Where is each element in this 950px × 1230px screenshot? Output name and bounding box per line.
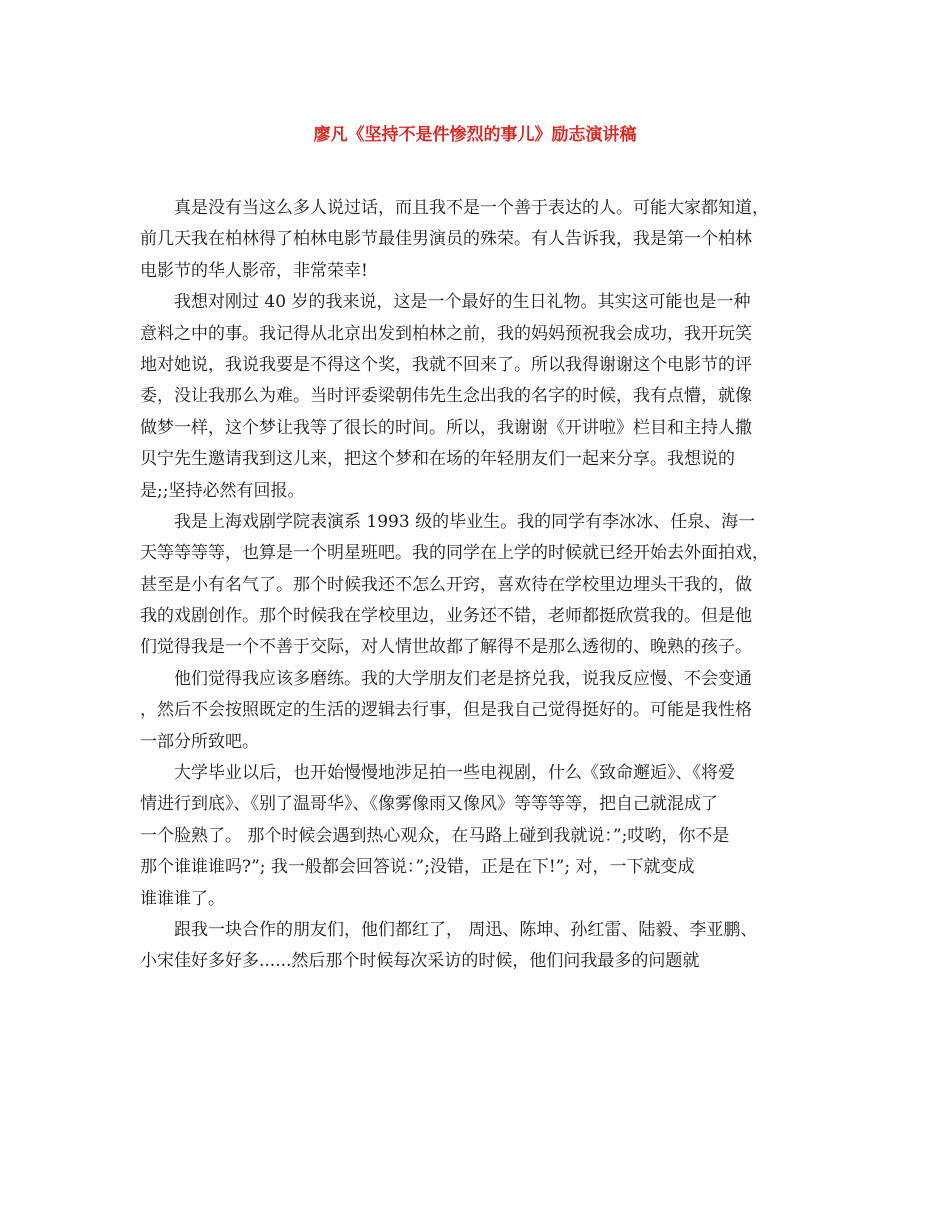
body-line: 前几天我在柏林得了柏林电影节最佳男演员的殊荣。有人告诉我，我是第一个柏林 [140,229,752,250]
body-line: 地对她说，我说我要是不得这个奖，我就不回来了。所以我得谢谢这个电影节的评 [140,354,752,375]
body-line: 我是上海戏剧学院表演系 1993 级的毕业生。我的同学有李冰冰、任泉、海一 [174,511,756,532]
document-title: 廖凡《坚持不是件惨烈的事儿》励志演讲稿 [313,125,637,145]
body-line: 贝宁先生邀请我到这儿来，把这个梦和在场的年轻朋友们一起来分享。我想说的 [140,449,735,470]
body-line: 是;;坚持必然有回报。 [140,480,305,501]
body-line: 一个脸熟了。 那个时候会遇到热心观众，在马路上碰到我就说：”;哎哟，你不是 [140,825,730,846]
body-line: 甚至是小有名气了。那个时候我还不怎么开窍，喜欢待在学校里边埋头干我的，做 [140,574,752,595]
body-line: 那个谁谁谁吗?”; 我一般都会回答说：”;没错，正是在下!”; 对，一下就变成 [140,857,695,878]
body-line: 天等等等等，也算是一个明星班吧。我的同学在上学的时候就已经开始去外面拍戏， [140,543,769,564]
body-line: 我想对刚过 40 岁的我来说，这是一个最好的生日礼物。其实这可能也是一种 [174,292,751,313]
body-line: 委，没让我那么为难。当时评委梁朝伟先生念出我的名字的时候，我有点懵，就像 [140,386,752,407]
body-line: 意料之中的事。我记得从北京出发到柏林之前，我的妈妈预祝我会成功，我开玩笑 [140,323,752,344]
body-line: 做梦一样，这个梦让我等了很长的时间。所以，我谢谢《开讲啦》栏目和主持人撒 [140,417,752,438]
body-line: 大学毕业以后，也开始慢慢地涉足拍一些电视剧，什么《致命邂逅》、《将爱 [174,763,735,784]
body-line: 电影节的华人影帝，非常荣幸! [140,260,368,281]
body-line: 他们觉得我应该多磨练。我的大学朋友们老是挤兑我，说我反应慢、不会变通 [174,668,752,689]
body-line: 谁谁谁了。 [140,888,225,909]
document-body [140,193,815,978]
body-line: ，然后不会按照既定的生活的逻辑去行事，但是我自己觉得挺好的。可能是我性格 [140,700,752,721]
body-line: 小宋佳好多好多......然后那个时候每次采访的时候，他们问我最多的问题就 [140,951,700,972]
body-line: 跟我一块合作的朋友们，他们都红了， 周迅、陈坤、孙红雷、陆毅、李亚鹏、 [174,919,758,940]
body-line: 们觉得我是一个不善于交际，对人情世故都了解得不是那么透彻的、晚熟的孩子。 [140,637,752,658]
body-line: 真是没有当这么多人说过话，而且我不是一个善于表达的人。可能大家都知道， [174,198,769,218]
body-line: 一部分所致吧。 [140,731,259,752]
body-line: 我的戏剧创作。那个时候我在学校里边，业务还不错，老师都挺欣赏我的。但是他 [140,606,752,627]
body-line: 情进行到底》、《别了温哥华》、《像雾像雨又像风》等等等等，把自己就混成了 [140,794,718,815]
